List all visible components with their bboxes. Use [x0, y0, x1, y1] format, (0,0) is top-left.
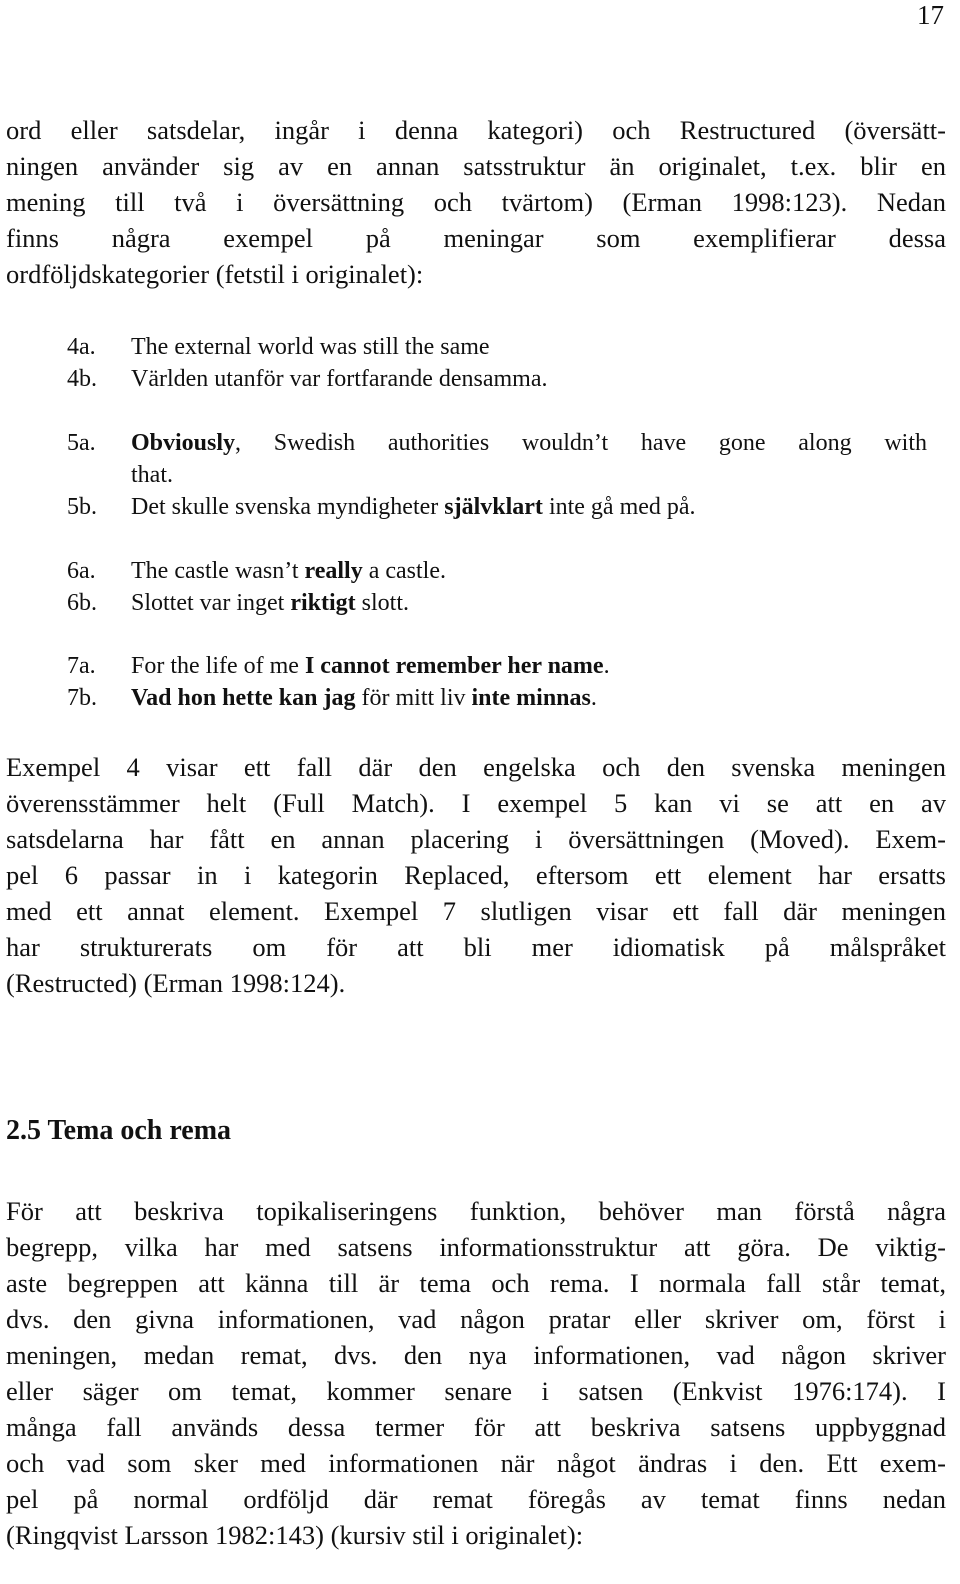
paragraph-line: Exempel 4 visar ett fall där den engelska och den svenska meningen: [6, 752, 946, 782]
example-pair-7: [67, 650, 927, 714]
text-run: For the life of me: [131, 653, 305, 679]
text-run: inte gå med på.: [542, 494, 696, 520]
paragraph-line: ningen använder sig av en annan satsstruktur än originalet, t.ex. blir en: [6, 151, 946, 181]
paragraph-line: satsdelarna har fått en annan placering i översättningen (Moved). Exem-: [6, 824, 946, 854]
bold-phrase: riktigt: [290, 590, 356, 616]
example-4a: [67, 331, 927, 363]
paragraph-line: meningen, medan remat, dvs. den nya informationen, vad någon skriver: [6, 1340, 946, 1370]
example-line: that.: [131, 462, 173, 488]
example-text: [131, 491, 927, 523]
paragraph-line: finns några exempel på meningar som exemplifierar dessa: [6, 223, 946, 253]
paragraph-line: (Ringqvist Larsson 1982:143) (kursiv stil i originalet):: [6, 1520, 584, 1550]
paragraph-line: och vad som sker med informationen när något ändras i den. Ett exem-: [6, 1448, 946, 1478]
paragraph-line: ordföljdskategorier (fetstil i originalet):: [6, 259, 424, 289]
bold-phrase: självklart: [444, 494, 543, 520]
example-number: 6a.: [67, 558, 96, 584]
example-text: The external world was still the same: [131, 334, 490, 360]
paragraph-line: (Restructed) (Erman 1998:124).: [6, 968, 346, 998]
example-pair-5: [67, 427, 927, 523]
text-run: The castle wasn’t: [131, 558, 305, 584]
text-run: .: [590, 685, 597, 711]
page-number: 17: [917, 0, 944, 30]
example-text: [131, 555, 927, 587]
example-line: [131, 427, 927, 459]
example-text: [131, 650, 927, 682]
bold-phrase: inte minnas: [471, 685, 591, 711]
example-pair-6: [67, 555, 927, 619]
example-7b: [67, 682, 927, 714]
text-run: för mitt liv: [355, 685, 472, 711]
text-run: slott.: [355, 590, 409, 616]
example-6a: [67, 555, 927, 587]
example-number: 5a.: [67, 430, 96, 456]
paragraph-line: med ett annat element. Exempel 7 slutligen visar ett fall där meningen: [6, 896, 946, 926]
paragraph-line: pel 6 passar in i kategorin Replaced, eftersom ett element har ersatts: [6, 860, 946, 890]
discussion-paragraph: [6, 749, 946, 1001]
section-paragraph: [6, 1193, 946, 1553]
example-number: 4b.: [67, 366, 97, 392]
example-4b: [67, 363, 927, 395]
example-number: 5b.: [67, 494, 97, 520]
paragraph-line: har strukturerats om för att bli mer idiomatisk på målspråket: [6, 932, 946, 962]
example-number: 4a.: [67, 334, 96, 360]
bold-phrase: Obviously: [131, 430, 236, 456]
example-text: [131, 682, 927, 714]
paragraph-line: eller säger om temat, kommer senare i satsen (Enkvist 1976:174). I: [6, 1376, 946, 1406]
bold-phrase: Vad hon hette kan jag: [131, 685, 356, 711]
text-run: a castle.: [362, 558, 447, 584]
example-5a: [67, 427, 927, 491]
example-5b: [67, 491, 927, 523]
example-6b: [67, 587, 927, 619]
paragraph-line: många fall används dessa termer för att beskriva satsens uppbyggnad: [6, 1412, 946, 1442]
paragraph-line: pel på normal ordföljd där remat föregås av temat finns nedan: [6, 1484, 946, 1514]
text-run: .: [603, 653, 610, 679]
text-run: Slottet var inget: [131, 590, 291, 616]
example-text: [131, 587, 927, 619]
text-run: , Swedish authorities wouldn’t have gone along with: [235, 430, 927, 456]
paragraph-line: dvs. den givna informationen, vad någon pratar eller skriver om, först i: [6, 1304, 946, 1334]
bold-phrase: I cannot remember her name: [304, 653, 604, 679]
paragraph-line: begrepp, vilka har med satsens informationsstruktur att göra. De viktig-: [6, 1232, 946, 1262]
example-number: 7a.: [67, 653, 96, 679]
paragraph-line: överensstämmer helt (Full Match). I exempel 5 kan vi se att en av: [6, 788, 946, 818]
paragraph-line: ord eller satsdelar, ingår i denna kategori) och Restructured (översätt-: [6, 115, 946, 145]
example-pair-4: [67, 331, 927, 395]
text-run: Det skulle svenska myndigheter: [131, 494, 445, 520]
paragraph-line: För att beskriva topikaliseringens funktion, behöver man förstå några: [6, 1196, 946, 1226]
example-text: [131, 427, 927, 491]
paragraph-line: aste begreppen att känna till är tema och rema. I normala fall står temat,: [6, 1268, 946, 1298]
bold-phrase: really: [304, 558, 363, 584]
paragraph-line: mening till två i översättning och tvärtom) (Erman 1998:123). Nedan: [6, 187, 946, 217]
example-text: Världen utanför var fortfarande densamma.: [131, 366, 548, 392]
section-heading: 2.5 Tema och rema: [6, 1115, 232, 1146]
example-number: 6b.: [67, 590, 97, 616]
example-number: 7b.: [67, 685, 97, 711]
intro-paragraph: [6, 112, 946, 292]
example-7a: [67, 650, 927, 682]
